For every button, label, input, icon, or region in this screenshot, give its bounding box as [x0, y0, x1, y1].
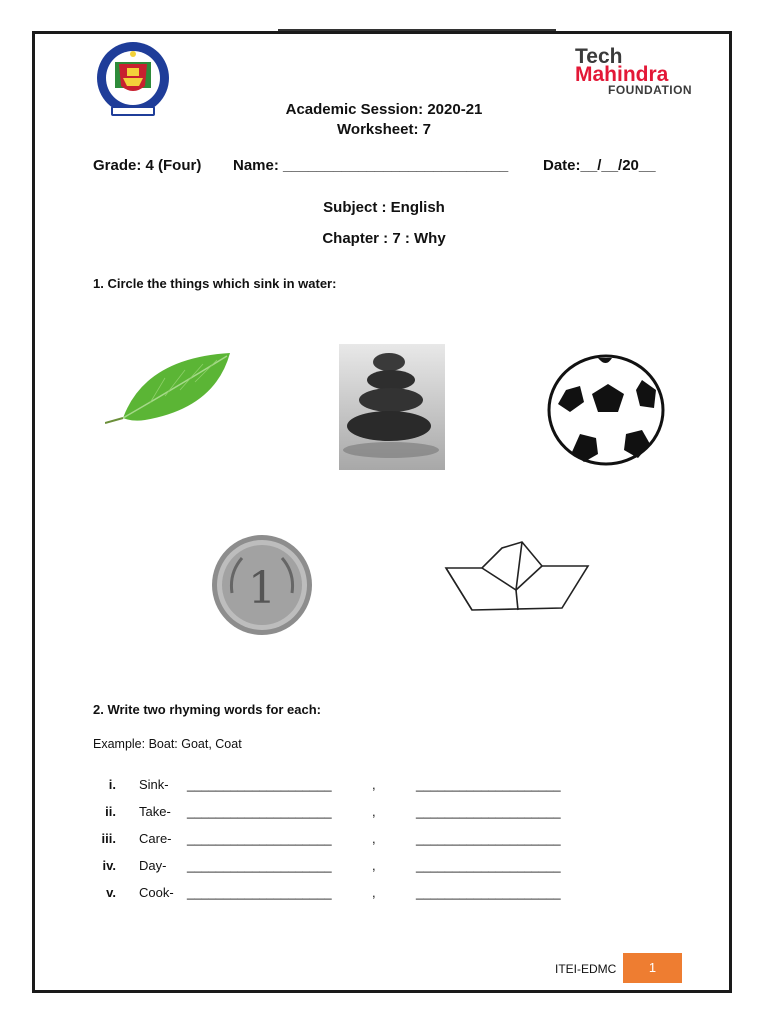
comma: ,: [372, 804, 376, 819]
tech-mahindra-logo-mahindra: Mahindra: [575, 63, 669, 86]
item-word: Day-: [139, 858, 167, 873]
answer-blank-2[interactable]: ____________________: [416, 885, 561, 900]
example-text: Example: Boat: Goat, Coat: [93, 737, 242, 751]
name-field: Name: ___________________________: [233, 157, 509, 174]
item-word: Care-: [139, 831, 172, 846]
item-number: ii.: [105, 804, 116, 819]
svg-text:1: 1: [248, 563, 276, 614]
grade-label: Grade: 4 (Four): [93, 157, 202, 174]
answer-blank-1[interactable]: ____________________: [187, 804, 332, 819]
comma: ,: [372, 777, 376, 792]
paper-boat-icon: [442, 538, 592, 616]
item-number: iv.: [102, 858, 116, 873]
page-number-badge: 1: [623, 953, 682, 983]
item-word: Take-: [139, 804, 171, 819]
comma: ,: [372, 885, 376, 900]
item-number: iii.: [101, 831, 116, 846]
answer-blank-1[interactable]: ____________________: [187, 858, 332, 873]
answer-blank-2[interactable]: ____________________: [416, 831, 561, 846]
question-1-prompt: 1. Circle the things which sink in water:: [93, 276, 337, 291]
item-number: v.: [106, 885, 116, 900]
answer-blank-2[interactable]: ____________________: [416, 804, 561, 819]
answer-blank-2[interactable]: ____________________: [416, 777, 561, 792]
coin-icon: [207, 533, 327, 638]
subject-title: Subject : English: [323, 199, 445, 216]
question-2-prompt: 2. Write two rhyming words for each:: [93, 702, 322, 717]
answer-blank-1[interactable]: ____________________: [187, 885, 332, 900]
tech-mahindra-logo-tech: Tech: [575, 45, 623, 68]
football-icon: [546, 354, 666, 467]
tech-mahindra-logo-foundation: FOUNDATION: [608, 83, 693, 97]
page-border: [32, 31, 732, 993]
comma: ,: [372, 831, 376, 846]
item-word: Cook-: [139, 885, 174, 900]
stones-icon: [339, 344, 445, 470]
answer-blank-2[interactable]: ____________________: [416, 858, 561, 873]
comma: ,: [372, 858, 376, 873]
item-word: Sink-: [139, 777, 169, 792]
answer-blank-1[interactable]: ____________________: [187, 777, 332, 792]
answer-blank-1[interactable]: ____________________: [187, 831, 332, 846]
chapter-title: Chapter : 7 : Why: [322, 230, 446, 247]
footer-label: ITEI-EDMC: [555, 962, 617, 976]
item-number: i.: [108, 777, 116, 792]
date-field: Date:__/__/20__: [543, 157, 656, 174]
session-title: Academic Session: 2020-21: [285, 101, 483, 118]
worksheet-title: Worksheet: 7: [337, 121, 431, 138]
leaf-icon: [105, 348, 235, 428]
